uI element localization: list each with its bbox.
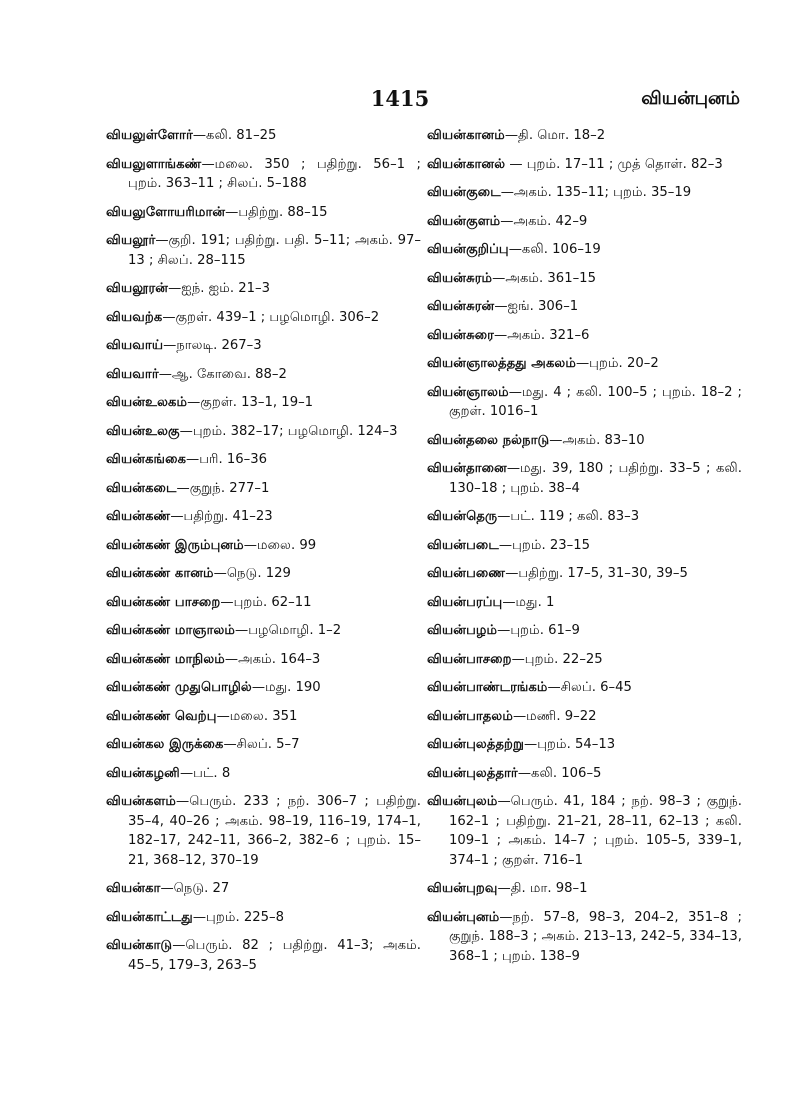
index-entry	[427, 297, 742, 317]
entry-headword: வியன்கண் கானம்	[106, 566, 214, 581]
entry-headword: வியன்புனம்	[427, 909, 500, 925]
index-entry	[106, 678, 421, 698]
entry-references: —சிலப். 5–7	[223, 737, 300, 752]
entry-references: —மது. 1	[502, 594, 555, 610]
entry-headword: வியன்கானல்	[427, 156, 506, 172]
entry-headword: வியன்தெரு	[427, 509, 498, 524]
entry-headword: வியன்கல இருக்கை	[106, 737, 224, 752]
entry-headword: வியன்குளம்	[427, 213, 501, 229]
index-entry	[106, 308, 421, 328]
entry-headword: வியவற்க	[106, 309, 163, 325]
index-entry	[106, 707, 421, 727]
entry-references: —புறம். 62–11	[220, 594, 312, 610]
entry-references: —குறுந். 277–1	[176, 480, 270, 496]
entry-references: —கலி. 106–5	[517, 765, 602, 781]
entry-headword: வியன்உலகம்	[106, 395, 188, 410]
entry-headword: வியன்பணை	[427, 566, 506, 581]
entry-headword: வியன்புலம்	[427, 794, 498, 809]
index-entry	[106, 621, 421, 641]
entry-references: —நெடு. 129	[213, 566, 291, 581]
entry-references: —புறம். 61–9	[497, 623, 580, 638]
entry-references: —குறள். 13–1, 19–1	[187, 395, 314, 410]
entry-headword: வியன்கண் பாசறை	[106, 594, 221, 610]
entry-headword: வியன்கண்	[106, 509, 171, 524]
entry-references: —அகம். 321–6	[494, 327, 590, 343]
entry-references: —அகம். 135–11; புறம். 35–19	[500, 185, 692, 200]
index-entry	[106, 536, 421, 556]
entry-references: —மது. 4 ; கலி. 100–5 ; புறம். 18–2 ; குறள். 1016–1	[449, 384, 742, 419]
entry-headword: வியன்பழம்	[427, 623, 498, 638]
entry-headword: வியன்பாசறை	[427, 651, 512, 667]
entry-references: —நாலடி. 267–3	[163, 338, 262, 353]
index-entry	[427, 383, 742, 422]
entry-headword: வியவார்	[106, 366, 159, 382]
entry-references: —சிலப். 6–45	[547, 680, 632, 695]
entry-headword: வியன்பரப்பு	[427, 594, 503, 610]
index-entry	[427, 326, 742, 346]
index-entry	[427, 764, 742, 784]
index-entry	[427, 431, 742, 451]
entry-references: —நெடு. 27	[160, 881, 230, 896]
entry-references: —மணி. 9–22	[512, 708, 597, 724]
entry-references: —குறி. 191; பதிற்று. பதி. 5–11; அகம். 97–13 ; சிலப். 28–115	[128, 233, 421, 268]
index-entry	[106, 450, 421, 470]
entry-headword: வியன்களம்	[106, 794, 177, 809]
entry-references: —பதிற்று. 88–15	[225, 204, 328, 220]
index-entry	[106, 507, 421, 527]
entry-references: —தி. மா. 98–1	[497, 881, 588, 896]
running-head: வியன்புனம்	[641, 88, 740, 109]
entry-references: —அகம். 42–9	[500, 213, 588, 229]
entry-headword: வியன்படை	[427, 537, 499, 553]
entry-headword: வியன்புலத்தற்று	[427, 737, 525, 752]
entry-references: —பட். 8	[179, 765, 231, 781]
entry-references: —பழமொழி. 1–2	[235, 623, 342, 638]
entry-references: —புறம். 225–8	[192, 909, 284, 925]
index-entry	[106, 650, 421, 670]
entry-references: —மது. 190	[251, 680, 321, 695]
entry-references: —ஐந். ஐம். 21–3	[168, 281, 271, 296]
entry-headword: வியலூர்	[106, 233, 156, 248]
index-entry	[427, 792, 742, 870]
entry-headword: வியன்குடை	[427, 185, 501, 200]
entry-references: —தி. மொ. 18–2	[504, 128, 606, 143]
entry-headword: வியன்தானை	[427, 461, 507, 476]
index-entry	[427, 564, 742, 584]
index-entry	[106, 365, 421, 385]
entry-headword: வியன்சுரன்	[427, 299, 495, 314]
right-column	[427, 126, 742, 975]
entry-references: —புறம். 382–17; பழமொழி. 124–3	[179, 423, 398, 439]
entry-references: —புறம். 20–2	[575, 356, 659, 371]
index-entry	[106, 764, 421, 784]
index-entry	[106, 336, 421, 356]
entry-headword: வியன்கழனி	[106, 765, 180, 781]
entry-headword: வியன்கண் மாஞாலம்	[106, 623, 236, 638]
entry-references: —பெரும். 233 ; நற். 306–7 ; பதிற்று. 35–4, 40–26 ; அகம். 98–19, 116–19, 174–1, 182–17, 242–11, 366–2, 382–6 ; புறம். 15–21, 368–12, 370–19	[128, 794, 421, 868]
index-entry	[427, 536, 742, 556]
index-entry	[427, 621, 742, 641]
entry-headword: வியன்கண் இரும்புனம்	[106, 537, 244, 553]
entry-headword: வியலுள்ளோர்	[106, 128, 193, 143]
index-entry	[106, 908, 421, 928]
entry-references: —மலை. 350 ; பதிற்று. 56–1 ; புறம். 363–11 ; சிலப். 5–188	[128, 156, 421, 191]
index-entry	[106, 155, 421, 194]
entry-headword: வியன்ஞாலத்தது அகலம்	[427, 356, 576, 371]
entry-headword: வியலுளாங்கண்	[106, 156, 202, 172]
entry-headword: வியன்கானம்	[427, 128, 505, 143]
entry-references: —புறம். 23–15	[498, 537, 591, 553]
entry-references: —மலை. 351	[216, 708, 298, 724]
entry-headword: வியன்பாதலம்	[427, 708, 513, 724]
entry-headword: வியன்சுரம்	[427, 270, 493, 286]
entry-headword: வியன்கண் வெற்பு	[106, 708, 217, 724]
entry-references: —கலி. 106–19	[508, 242, 601, 257]
entry-headword: வியன்சுரை	[427, 327, 494, 343]
index-entry	[106, 593, 421, 613]
entry-references: —பெரும். 41, 184 ; நற். 98–3 ; குறுந். 162–1 ; பதிற்று. 21–21, 28–11, 62–13 ; கலி. 109–1 ; அகம். 14–7 ; புறம். 105–5, 339–1, 374–1 ; குறள். 716–1	[449, 794, 742, 868]
entry-headword: வியவாய்	[106, 338, 164, 353]
index-entry	[427, 707, 742, 727]
index-entry	[427, 459, 742, 498]
entry-headword: வியன்புலத்தார்	[427, 765, 518, 781]
index-entry	[427, 908, 742, 967]
entry-references: —குறள். 439–1 ; பழமொழி. 306–2	[162, 309, 380, 325]
entry-headword: வியன்காடு	[106, 938, 173, 953]
index-entry	[106, 792, 421, 870]
entry-references: —புறம். 54–13	[524, 737, 616, 752]
index-entry	[427, 678, 742, 698]
entry-headword: வியலூரன்	[106, 281, 169, 296]
entry-references: —பதிற்று. 17–5, 31–30, 39–5	[505, 566, 688, 581]
entry-references: —நற். 57–8, 98–3, 204–2, 351–8 ; குறுந். 188–3 ; அகம். 213–13, 242–5, 334–13, 368–1 ; புறம். 138–9	[449, 909, 742, 964]
entry-references: —புறம். 22–25	[511, 651, 603, 667]
index-entry	[427, 507, 742, 527]
page-number: 1415	[370, 86, 430, 111]
entry-references: —பதிற்று. 41–23	[170, 509, 273, 524]
index-entry	[427, 354, 742, 374]
index-entry	[427, 183, 742, 203]
index-entry	[106, 879, 421, 899]
entry-headword: வியன்பாண்டரங்கம்	[427, 680, 548, 695]
index-entry	[427, 126, 742, 146]
index-entry	[106, 422, 421, 442]
index-entry	[106, 231, 421, 270]
entry-headword: வியன்தலை நல்நாடு	[427, 432, 550, 448]
index-entry	[427, 593, 742, 613]
entry-references: —மது. 39, 180 ; பதிற்று. 33–5 ; கலி. 130–18 ; புறம். 38–4	[449, 461, 742, 496]
index-entry	[106, 393, 421, 413]
entry-references: —ஆ. கோவை. 88–2	[158, 366, 287, 382]
entry-references: —பரி. 16–36	[186, 452, 268, 467]
entry-headword: வியன்கண் முதுபொழில்	[106, 680, 252, 695]
entry-headword: வியன்கடை	[106, 480, 177, 496]
entry-headword: வியன்உலகு	[106, 423, 180, 439]
entry-headword: வியன்கா	[106, 881, 161, 896]
entry-references: —அகம். 164–3	[224, 651, 321, 667]
index-entry	[106, 279, 421, 299]
entry-headword: வியன்குறிப்பு	[427, 242, 509, 257]
index-entry	[106, 936, 421, 975]
index-entry	[427, 155, 742, 175]
index-entry	[427, 240, 742, 260]
index-entry	[106, 203, 421, 223]
entry-headword: வியன்புறவு	[427, 881, 498, 896]
entry-headword: வியன்ஞாலம்	[427, 384, 509, 400]
index-entry	[427, 212, 742, 232]
left-column	[106, 126, 421, 984]
index-entry	[427, 269, 742, 289]
index-entry	[427, 735, 742, 755]
entry-references: —பட். 119 ; கலி. 83–3	[497, 509, 640, 524]
entry-references: —அகம். 361–15	[492, 270, 596, 286]
index-entry	[427, 650, 742, 670]
index-entry	[106, 735, 421, 755]
entry-headword: வியலுளோயரிமான்	[106, 204, 226, 220]
entry-references: —மலை. 99	[243, 537, 317, 553]
entry-references: —அகம். 83–10	[549, 432, 645, 448]
entry-headword: வியன்கண் மாநிலம்	[106, 651, 225, 667]
index-entry	[427, 879, 742, 899]
entry-references: —பெரும். 82 ; பதிற்று. 41–3; அகம். 45–5, 179–3, 263–5	[128, 938, 421, 973]
entry-references: —ஐங். 306–1	[494, 299, 579, 314]
index-entry	[106, 479, 421, 499]
index-entry	[106, 564, 421, 584]
entry-headword: வியன்கங்கை	[106, 452, 187, 467]
index-entry	[106, 126, 421, 146]
entry-headword: வியன்காட்டது	[106, 909, 193, 925]
entry-references: —கலி. 81–25	[192, 128, 277, 143]
entry-references: — புறம். 17–11 ; முத் தொள். 82–3	[505, 156, 723, 172]
